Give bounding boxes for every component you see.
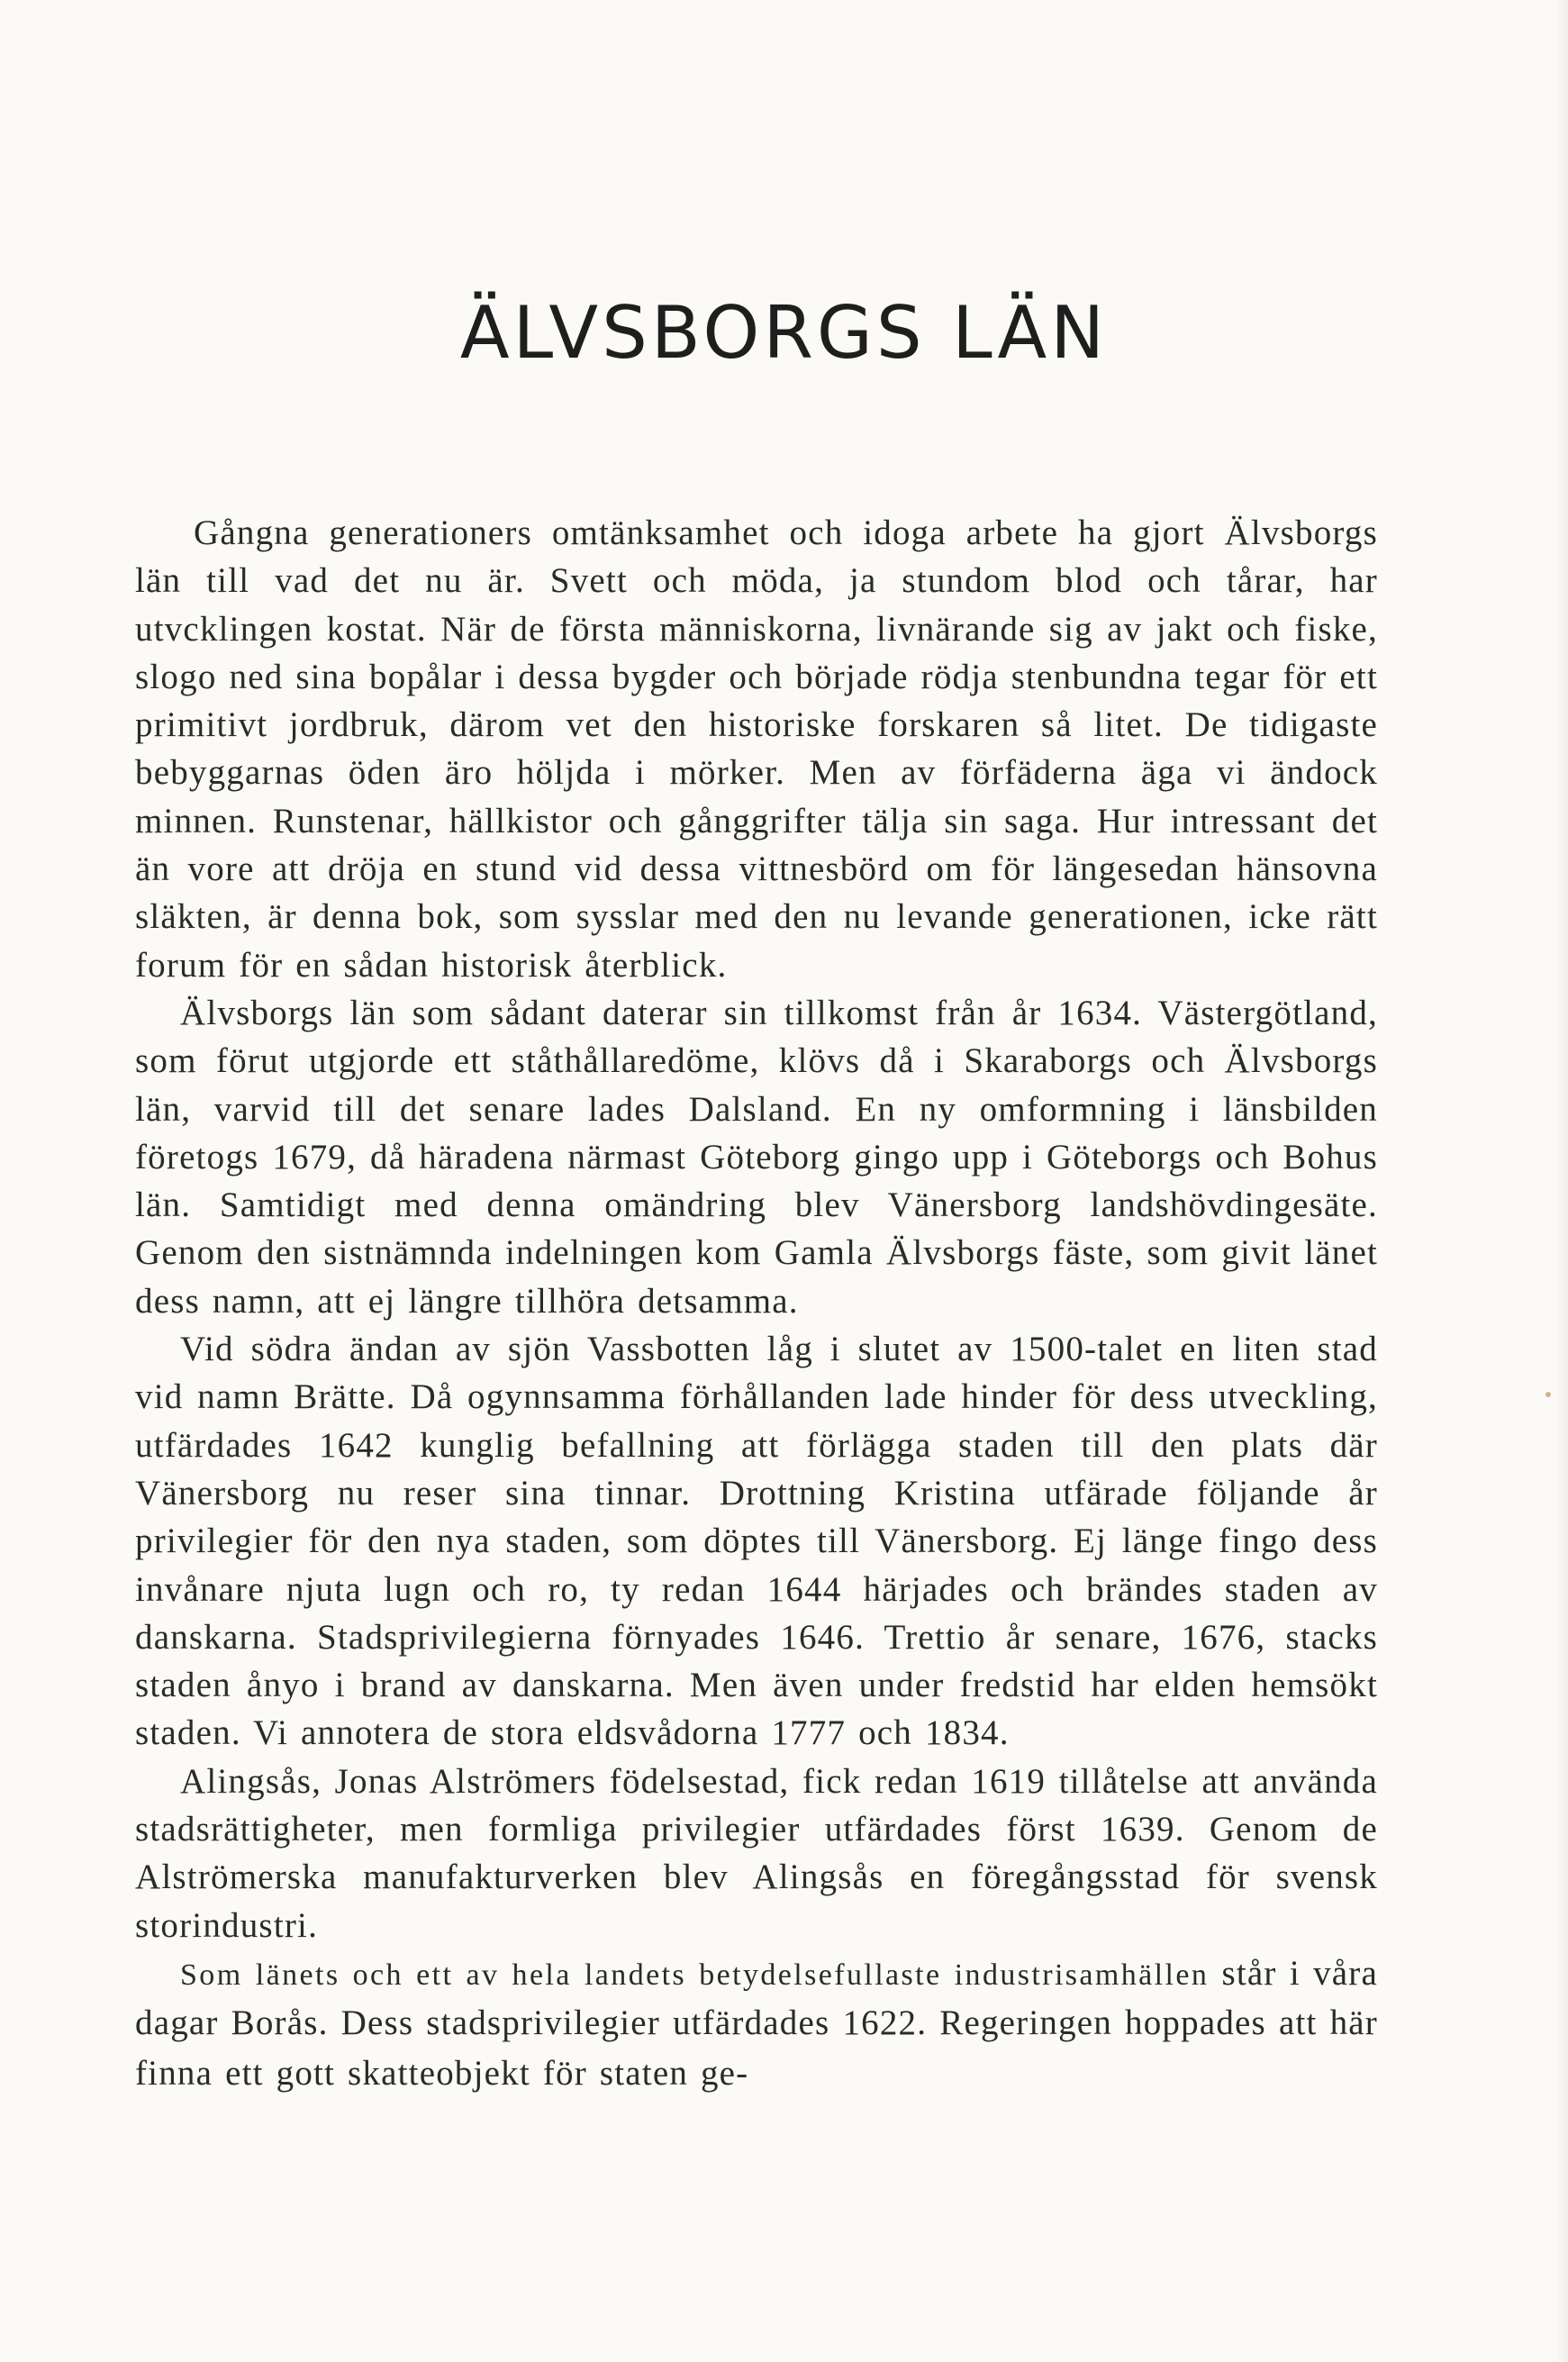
page-title: ÄLVSBORGS LÄN <box>459 291 1109 375</box>
paragraph-vanersborg: Vid södra ändan av sjön Vassbotten låg i slutet av 1500-talet en liten stad vid namn Brätte. Då ogynnsamma förhållanden lade hinder för dess utveckling, utfärdades 1642 kunglig befallning att förlägga staden till den plats där Vänersborg nu reser sina tinnar. Drottning Kristina utfärade följande år privilegier för den nya staden, som döptes till Vänersborg. Ej länge fingo dess invånare njuta lugn och ro, ty redan 1644 härjades och brändes staden av danskarna. Stadsprivilegierna förnyades 1646. Trettio år senare, 1676, stacks staden ånyo i brand av danskarna. Men även under fredstid har elden hemsökt staden. Vi annotera de stora eldsvådorna 1777 och 1834. <box>135 1330 1378 1753</box>
paragraph-lan-history: Älvsborgs län som sådant daterar sin tillkomst från år 1634. Västergötland, som förut utgjorde ett ståthållaredöme, klövs då i Skaraborgs och Älvsborgs län, varvid till det senare lades Dalsland. En ny omformning i länsbilden företogs 1679, då häradena närmast Göteborg gingo upp i Göteborgs och Bohus län. Samtidigt med denna omändring blev Vänersborg landshövdingesäte. Genom den sistnämnda indelningen kom Gamla Älvsborgs fäste, som givit länet dess namn, att ej längre tillhöra detsamma. <box>135 993 1378 1321</box>
paper-speck <box>1545 1392 1551 1397</box>
paragraph-boras-rest: står i våra dagar Borås. Dess stadsprivilegier utfärdades 1622. Regeringen hoppades att här finna ett gott skatteobjekt för staten ge- <box>135 1953 1379 2093</box>
paragraph-boras-lead: Som länets och ett av hela landets betydelsefullaste industrisamhällen <box>180 1958 1210 1992</box>
paragraph-alingsas: Alingsås, Jonas Alströmers födelsestad, fick redan 1619 tillåtelse att använda stadsrättigheter, men formliga privilegier utfärdades först 1639. Genom de Alströmerska manufakturverken blev Alingsås en föregångsstad för svensk storindustri. <box>135 1761 1378 1945</box>
paragraph-boras <box>135 1949 1378 2099</box>
paragraph-intro: Gångna generationers omtänksamhet och idoga arbete ha gjort Älvsborgs län till vad det nu är. Svett och möda, ja stundom blod och tårar, har utvcklingen kostat. När de första människorna, livnärande sig av jakt och fiske, slogo ned sina bopålar i dessa bygder och började rödja stenbundna tegar för ett primitivt jordbruk, därom vet den historiske forskaren så litet. De tidigaste bebyggarnas öden äro höljda i mörker. Men av förfäderna äga vi ändock minnen. Runstenar, hällkistor och gånggrifter tälja sin saga. Hur intressant det än vore att dröja en stund vid dessa vittnesbörd om för längesedan hänsovna släkten, är denna bok, som sysslar med den nu levande generationen, icke rätt forum för en sådan historisk återblick. <box>135 513 1378 985</box>
body-text <box>135 509 1378 2099</box>
